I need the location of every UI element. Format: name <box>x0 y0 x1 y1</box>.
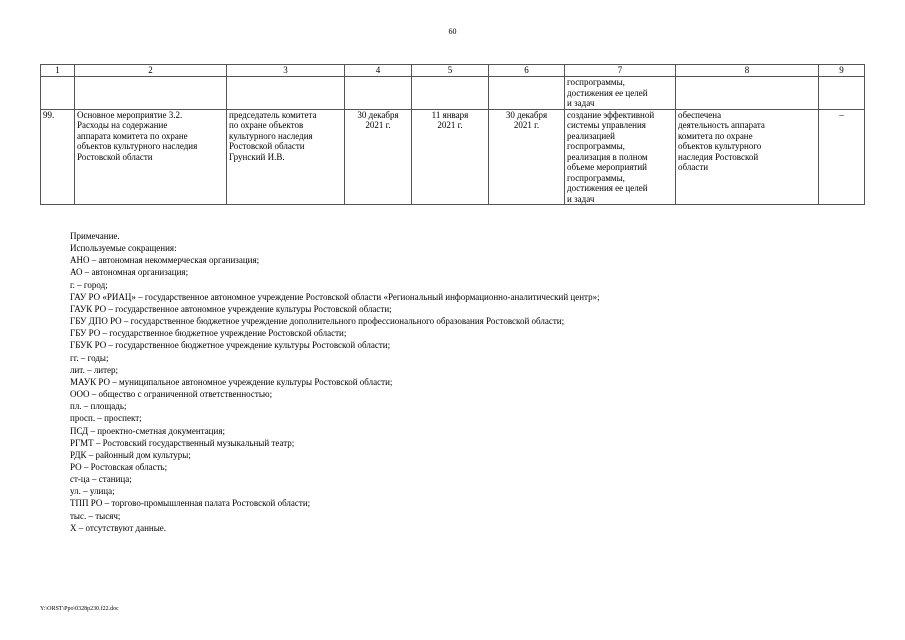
responsible-cell: председатель комитета по охране объектов культурного наследия Ростовской области Грунский И.В. <box>227 109 345 205</box>
expected-result-cell: создание эффективной системы управления реализацией госпрограммы, реализация в полном объеме мероприятий госпрограммы, достижения ее целей и задач <box>565 109 676 205</box>
table-row-continuation <box>41 77 865 110</box>
abbreviation-item: ПСД – проектно-сметная документация; <box>70 425 225 436</box>
continuation-goals-cell: госпрограммы, достижения ее целей и задач <box>565 77 676 110</box>
abbreviation-item: ООО – общество с ограниченной ответственностью; <box>70 389 273 400</box>
abbreviation-item: пл. – площадь; <box>70 401 127 412</box>
event-name-cell: Основное мероприятие 3.2. Расходы на содержание аппарата комитета по охране объектов культурного наследия Ростовской области <box>75 109 227 205</box>
notes-section <box>70 230 870 534</box>
abbreviation-item: гг. – годы; <box>70 352 109 363</box>
main-table <box>40 64 865 205</box>
row-number: 99. <box>41 109 75 205</box>
header-cell: 9 <box>819 65 865 77</box>
date-cell: 11 января 2021 г. <box>412 109 489 205</box>
notes-title: Примечание. <box>70 231 120 241</box>
header-cell: 4 <box>345 65 412 77</box>
abbreviation-item: АО – автономная организация; <box>70 267 189 278</box>
abbreviation-item: АНО – автономная некоммерческая организация; <box>70 255 260 266</box>
notes-subtitle: Используемые сокращения: <box>70 243 177 254</box>
abbreviation-item: РО – Ростовская область; <box>70 461 168 472</box>
abbreviation-item: ГАУ РО «РИАЦ» – государственное автономное учреждение Ростовской области «Региональный информационно-аналитический центр»; <box>70 291 600 302</box>
table-header-row <box>41 65 865 77</box>
header-cell: 5 <box>412 65 489 77</box>
deviation-cell: – <box>819 109 865 205</box>
table-row-99 <box>41 109 865 205</box>
abbreviation-item: ТПП РО – торгово-промышленная палата Ростовской области; <box>70 498 311 509</box>
abbreviation-item: МАУК РО – муниципальное автономное учреждение культуры Ростовской области; <box>70 376 393 387</box>
abbreviation-item: лит. – литер; <box>70 364 119 375</box>
abbreviation-item: ГБУ РО – государственное бюджетное учреждение Ростовской области; <box>70 328 347 339</box>
header-cell: 6 <box>489 65 565 77</box>
header-cell: 3 <box>227 65 345 77</box>
header-cell: 7 <box>565 65 676 77</box>
abbreviation-item: ГБУ ДПО РО – государственное бюджетное учреждение дополнительного профессионального образования Ростовской области; <box>70 316 565 327</box>
abbreviation-item: РГМТ – Ростовский государственный музыкальный театр; <box>70 437 295 448</box>
abbreviation-item: г. – город; <box>70 279 108 290</box>
date-cell: 30 декабря 2021 г. <box>489 109 565 205</box>
abbreviation-item: ГБУК РО – государственное бюджетное учреждение культуры Ростовской области; <box>70 340 391 351</box>
abbreviation-item: РДК – районный дом культуры; <box>70 449 191 460</box>
header-cell: 2 <box>75 65 227 77</box>
header-cell: 1 <box>41 65 75 77</box>
abbreviation-item: Х – отсутствуют данные. <box>70 522 166 533</box>
footer-file-path: Y:\ORST\Ppo\0328p230.f22.doc <box>40 606 119 612</box>
abbreviation-item: тыс. – тысяч; <box>70 510 121 521</box>
header-cell: 8 <box>676 65 819 77</box>
date-cell: 30 декабря 2021 г. <box>345 109 412 205</box>
abbreviation-item: ГАУК РО – государственное автономное учреждение культуры Ростовской области; <box>70 303 392 314</box>
abbreviation-item: ст-ца – станица; <box>70 474 132 485</box>
abbreviation-item: ул. – улица; <box>70 486 115 497</box>
actual-result-cell: обеспечена деятельность аппарата комитета по охране объектов культурного наследия Ростовской области <box>676 109 819 205</box>
page-number: 60 <box>448 27 457 36</box>
abbreviation-item: просп. – проспект; <box>70 413 142 424</box>
